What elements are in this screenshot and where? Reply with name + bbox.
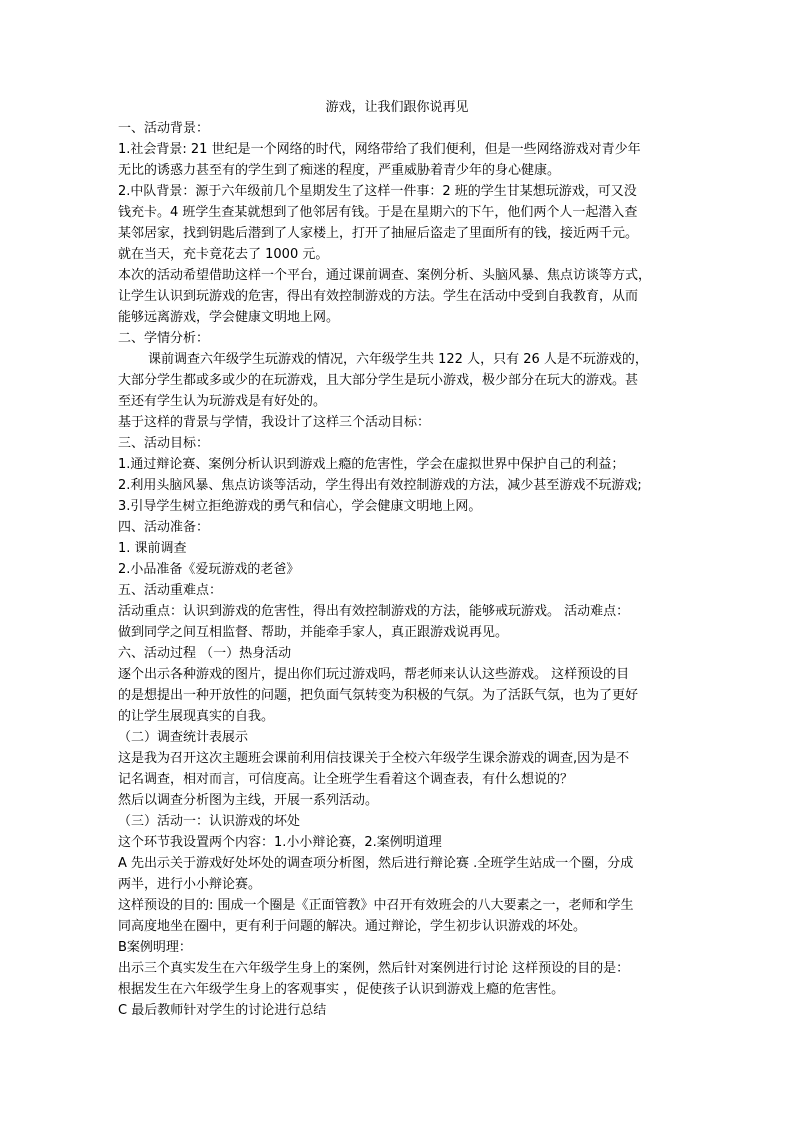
list-item: 2.利用头脑风暴、焦点访谈等活动，学生得出有效控制游戏的方法，减少甚至游戏不玩游戏; bbox=[118, 478, 642, 493]
subsection-heading: （二）调查统计表展示 bbox=[118, 730, 249, 745]
paragraph-line: 逐个出示各种游戏的图片，提出你们玩过游戏吗，帮老师来认认这些游戏。 这样预设的目 bbox=[118, 667, 630, 682]
paragraph-line: 大部分学生都或多或少的在玩游戏，且大部分学生是玩小游戏，极少部分在玩大的游戏。甚 bbox=[118, 373, 639, 388]
paragraph-line: 钱充卡。4 班学生查某就想到了他邻居有钱。于是在星期六的下午，他们两个人一起潜入查 bbox=[118, 205, 638, 220]
paragraph-line: 基于这样的背景与学情，我设计了这样三个活动目标： bbox=[118, 415, 431, 430]
list-item: 1.通过辩论赛、案例分析认识到游戏上瘾的危害性，学会在虚拟世界中保护自己的利益； bbox=[118, 457, 625, 472]
paragraph-line: 出示三个真实发生在六年级学生身上的案例，然后针对案例进行讨论 这样预设的目的是： bbox=[118, 961, 630, 976]
paragraph-line: 至还有学生认为玩游戏是有好处的。 bbox=[118, 394, 327, 409]
section-heading-preparation: 四、活动准备： bbox=[118, 520, 210, 535]
section-heading-key-points: 五、活动重难点： bbox=[118, 583, 223, 598]
subsection-heading: （三）活动一：认识游戏的坏处 bbox=[118, 814, 301, 829]
paragraph-line: 无比的诱惑力甚至有的学生到了痴迷的程度，严重威胁着青少年的身心健康。 bbox=[118, 163, 561, 178]
paragraph-line: 能够远离游戏，学会健康文明地上网。 bbox=[118, 310, 340, 325]
paragraph-line: 然后以调查分析图为主线，开展一系列活动。 bbox=[118, 793, 379, 808]
paragraph-line: 两半，进行小小辩论赛。 bbox=[118, 877, 262, 892]
paragraph-line: 做到同学之间互相监督、帮助，并能牵手家人，真正跟游戏说再见。 bbox=[118, 625, 509, 640]
document-title: 游戏，让我们跟你说再见 bbox=[325, 100, 469, 115]
paragraph-line: 课前调查六年级学生玩游戏的情况，六年级学生共 122 人，只有 26 人是不玩游戏的， bbox=[148, 352, 648, 367]
list-item: 2.小品准备《爱玩游戏的老爸》 bbox=[118, 562, 300, 577]
paragraph-line: 让学生认识到玩游戏的危害，得出有效控制游戏的方法。学生在活动中受到自我教育，从而 bbox=[118, 289, 639, 304]
paragraph-line: 这个环节我设置两个内容：1.小小辩论赛，2.案例明道理 bbox=[118, 835, 442, 850]
paragraph-line: 的是想提出一种开放性的问题，把负面气氛转变为积极的气氛。为了活跃气氛，也为了更好 bbox=[118, 688, 639, 703]
paragraph-line: A 先出示关于游戏好处坏处的调查项分析图，然后进行辩论赛 .全班学生站成一个圈，分成 bbox=[118, 856, 634, 871]
paragraph-line: 同高度地坐在圈中，更有利于问题的解决。通过辩论，学生初步认识游戏的坏处。 bbox=[118, 919, 587, 934]
section-heading-background: 一、活动背景： bbox=[118, 121, 210, 136]
document-body bbox=[118, 118, 686, 1021]
paragraph-line: 1.社会背景: 21 世纪是一个网络的时代，网络带给了我们便利，但是一些网络游戏对青少年 bbox=[118, 142, 641, 157]
list-item: 3.引导学生树立拒绝游戏的勇气和信心，学会健康文明地上网。 bbox=[118, 499, 482, 514]
paragraph-line: 根据发生在六年级学生身上的客观事实 ，促使孩子认识到游戏上瘾的危害性。 bbox=[118, 982, 565, 997]
paragraph-line: 记名调查，相对而言，可信度高。让全班学生看着这个调查表，有什么想说的？ bbox=[118, 772, 574, 787]
paragraph-line: 活动重点：认识到游戏的危害性，得出有效控制游戏的方法，能够戒玩游戏。 活动难点： bbox=[118, 604, 630, 619]
paragraph-line: C 最后教师针对学生的讨论进行总结 bbox=[118, 1003, 327, 1018]
paragraph-line: 某邻居家，找到钥匙后潜到了人家楼上，打开了抽屉后盗走了里面所有的钱，接近两千元。 bbox=[118, 226, 639, 241]
paragraph-line: 这样预设的目的: 围成一个圈是《正面管教》中召开有效班会的八大要素之一，老师和学生 bbox=[118, 898, 634, 913]
paragraph-line: 就在当天，充卡竟花去了 1000 元。 bbox=[118, 247, 329, 262]
paragraph-line: 的让学生展现真实的自我。 bbox=[118, 709, 275, 724]
paragraph-line: 这是我为召开这次主题班会课前利用信技课关于全校六年级学生课余游戏的调查,因为是不 bbox=[118, 751, 630, 766]
paragraph-line: B案例明理： bbox=[118, 940, 192, 955]
list-item: 1. 课前调查 bbox=[118, 541, 187, 556]
section-heading-process: 六、活动过程 （一）热身活动 bbox=[118, 646, 292, 661]
section-heading-goals: 三、活动目标： bbox=[118, 436, 210, 451]
section-heading-analysis: 二、学情分析： bbox=[118, 331, 210, 346]
paragraph-line: 2.中队背景：源于六年级前几个星期发生了这样一件事：2 班的学生甘某想玩游戏，可又没 bbox=[118, 184, 637, 199]
paragraph-line: 本次的活动希望借助这样一个平台，通过课前调查、案例分析、头脑风暴、焦点访谈等方式， bbox=[118, 268, 652, 283]
